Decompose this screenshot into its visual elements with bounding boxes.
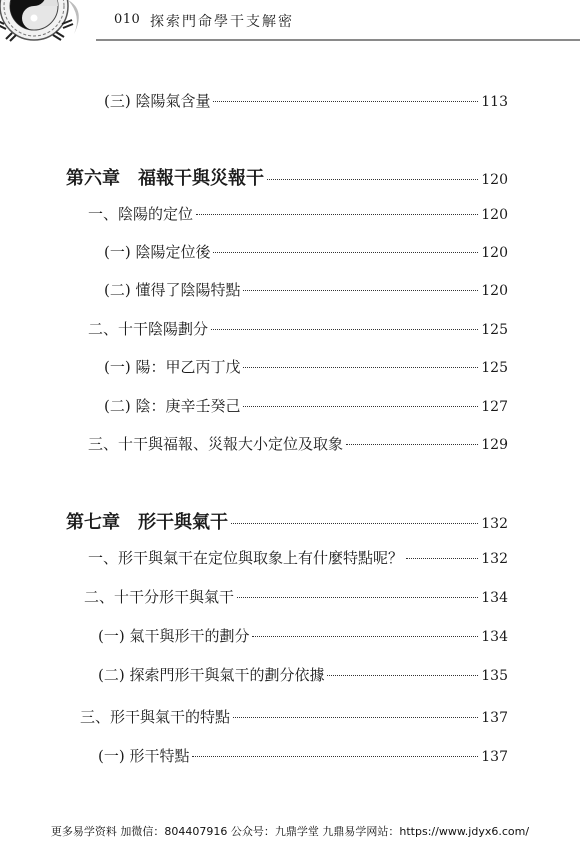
toc-entry [88, 547, 508, 568]
toc-entry-page: 120 [481, 245, 508, 261]
toc-entry [98, 664, 508, 685]
header-rule [96, 39, 580, 41]
toc-entry-label: 二、十干陰陽劃分 [88, 320, 209, 338]
toc-entry-page: 125 [481, 360, 508, 376]
dot-leader [406, 558, 478, 559]
toc-entry-label: 一、陰陽的定位 [88, 205, 194, 223]
toc-entry-page: 129 [481, 437, 508, 453]
toc-entry-label: (一) 氣干與形干的劃分 [98, 627, 250, 645]
dot-leader [192, 756, 478, 757]
toc-chapter-label: 第六章 福報干與災報干 [66, 168, 264, 189]
bagua-medallion-icon [0, 0, 92, 42]
toc-chapter-label: 第七章 形干與氣干 [66, 512, 228, 533]
dot-leader [213, 252, 478, 253]
toc-entry-label: (三) 陰陽氣含量 [104, 92, 211, 110]
toc-entry-page: 137 [481, 710, 508, 726]
toc-entry-label: (一) 陽：甲乙丙丁戊 [104, 358, 241, 376]
footer-watermark-text: 更多易学资料 加微信：804407916 公众号：九鼎学堂 九鼎易学网站：https://www.jdyx6.com/ [50, 825, 530, 838]
toc-chapter [66, 508, 508, 534]
toc-chapter-page: 120 [481, 172, 508, 188]
dot-leader [267, 179, 478, 180]
dot-leader [327, 675, 478, 676]
toc-entry-page: 134 [481, 629, 508, 645]
toc-entry-page: 125 [481, 322, 508, 338]
toc-entry [88, 318, 508, 339]
toc-entry [104, 279, 508, 300]
dot-leader [237, 597, 478, 598]
toc-entry-label: (一) 形干特點 [98, 747, 190, 765]
toc-entry-label: 一、形干與氣干在定位與取象上有什麼特點呢？ [88, 549, 404, 567]
dot-leader [243, 290, 478, 291]
toc-entry-page: 127 [481, 399, 508, 415]
dot-leader [243, 406, 478, 407]
dot-leader [211, 329, 478, 330]
dot-leader [233, 717, 478, 718]
toc-entry [104, 356, 508, 377]
toc-entry [104, 90, 508, 111]
toc-entry-label: (一) 陰陽定位後 [104, 243, 211, 261]
dot-leader [346, 444, 478, 445]
toc-entry [88, 203, 508, 224]
dot-leader [213, 101, 478, 102]
toc-entry-page: 137 [481, 749, 508, 765]
toc-entry [104, 395, 508, 416]
header-page-number: 010 [114, 12, 141, 27]
toc-entry-label: (二) 探索門形干與氣干的劃分依據 [98, 666, 325, 684]
toc-entry [88, 433, 508, 454]
header-book-title: 探索門命學干支解密 [150, 14, 294, 30]
dot-leader [231, 523, 478, 524]
toc-entry-label: (二) 懂得了陰陽特點 [104, 281, 241, 299]
toc-entry [98, 625, 508, 646]
page-header [0, 0, 580, 40]
toc-entry-page: 132 [481, 551, 508, 567]
toc-entry [80, 706, 508, 727]
toc-entry [98, 745, 508, 766]
toc-chapter [66, 164, 508, 190]
dot-leader [196, 214, 478, 215]
toc-entry-page: 120 [481, 207, 508, 223]
dot-leader [243, 367, 478, 368]
toc-entry-page: 135 [481, 668, 508, 684]
toc-entry-label: (二) 陰：庚辛壬癸己 [104, 397, 241, 415]
toc-entry-page: 113 [481, 94, 508, 110]
toc-entry-page: 120 [481, 283, 508, 299]
dot-leader [252, 636, 478, 637]
toc-chapter-page: 132 [481, 516, 508, 532]
toc-entry [104, 241, 508, 262]
toc-entry-label: 二、十干分形干與氣干 [84, 588, 235, 606]
toc-entry-label: 三、形干與氣干的特點 [80, 708, 231, 726]
toc-entry-page: 134 [481, 590, 508, 606]
toc-entry-label: 三、十干與福報、災報大小定位及取象 [88, 435, 344, 453]
toc-entry [84, 586, 508, 607]
